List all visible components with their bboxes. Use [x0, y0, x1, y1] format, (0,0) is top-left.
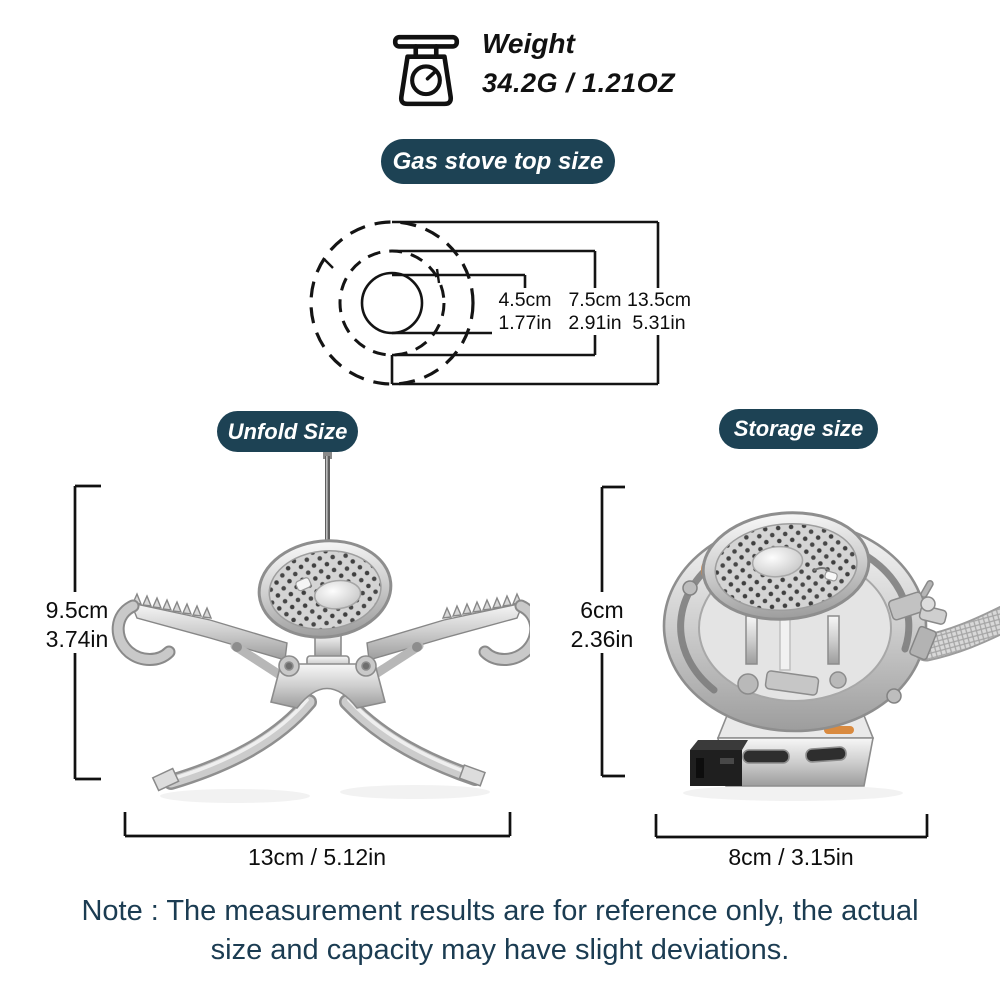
outer-diameter-cm: 13.5cm	[627, 289, 691, 311]
unfold-height-cm: 9.5cm	[45, 597, 109, 623]
middle-dashed-circle	[340, 251, 444, 355]
stove-top-size-diagram	[290, 203, 710, 403]
weight-value: 34.2G / 1.21OZ	[482, 68, 676, 98]
leg-right	[347, 700, 485, 786]
inner-diameter-cm: 4.5cm	[498, 289, 552, 311]
unfold-height-in: 3.74in	[45, 625, 109, 652]
leg-left	[153, 700, 309, 791]
outer-diameter-in: 5.31in	[632, 312, 686, 334]
pot-support-arm-right	[367, 594, 530, 660]
weight-section	[482, 30, 675, 97]
badge-storage-size: Storage size	[719, 409, 878, 449]
hose-connector-block	[690, 740, 748, 786]
note-line-2: size and capacity may have slight deviations.	[210, 934, 790, 967]
badge-unfold-size: Unfold Size	[217, 411, 358, 452]
inner-solid-circle	[362, 273, 422, 333]
note-text	[0, 892, 1000, 970]
burner-head	[254, 534, 395, 643]
storage-height-cm: 6cm	[580, 597, 624, 623]
storage-height-label	[542, 596, 662, 654]
middle-diameter-in: 2.91in	[568, 312, 622, 334]
weight-label: Weight	[482, 28, 575, 59]
note-line-1: Note : The measurement results are for reference only, the actual	[81, 895, 919, 927]
scale-icon	[390, 29, 462, 109]
badge-gas-stove-top-size: Gas stove top size	[381, 139, 615, 184]
middle-diameter-cm: 7.5cm	[568, 289, 622, 311]
unfold-width-label: 13cm / 5.12in	[247, 844, 387, 870]
igniter-rod	[323, 452, 332, 548]
unfold-stove-photo	[85, 450, 530, 805]
storage-height-in: 2.36in	[570, 625, 634, 652]
unfold-height-label	[17, 596, 137, 654]
inner-diameter-in: 1.77in	[498, 312, 552, 334]
storage-stove-photo	[628, 478, 1000, 803]
storage-width-label: 8cm / 3.15in	[728, 844, 854, 870]
